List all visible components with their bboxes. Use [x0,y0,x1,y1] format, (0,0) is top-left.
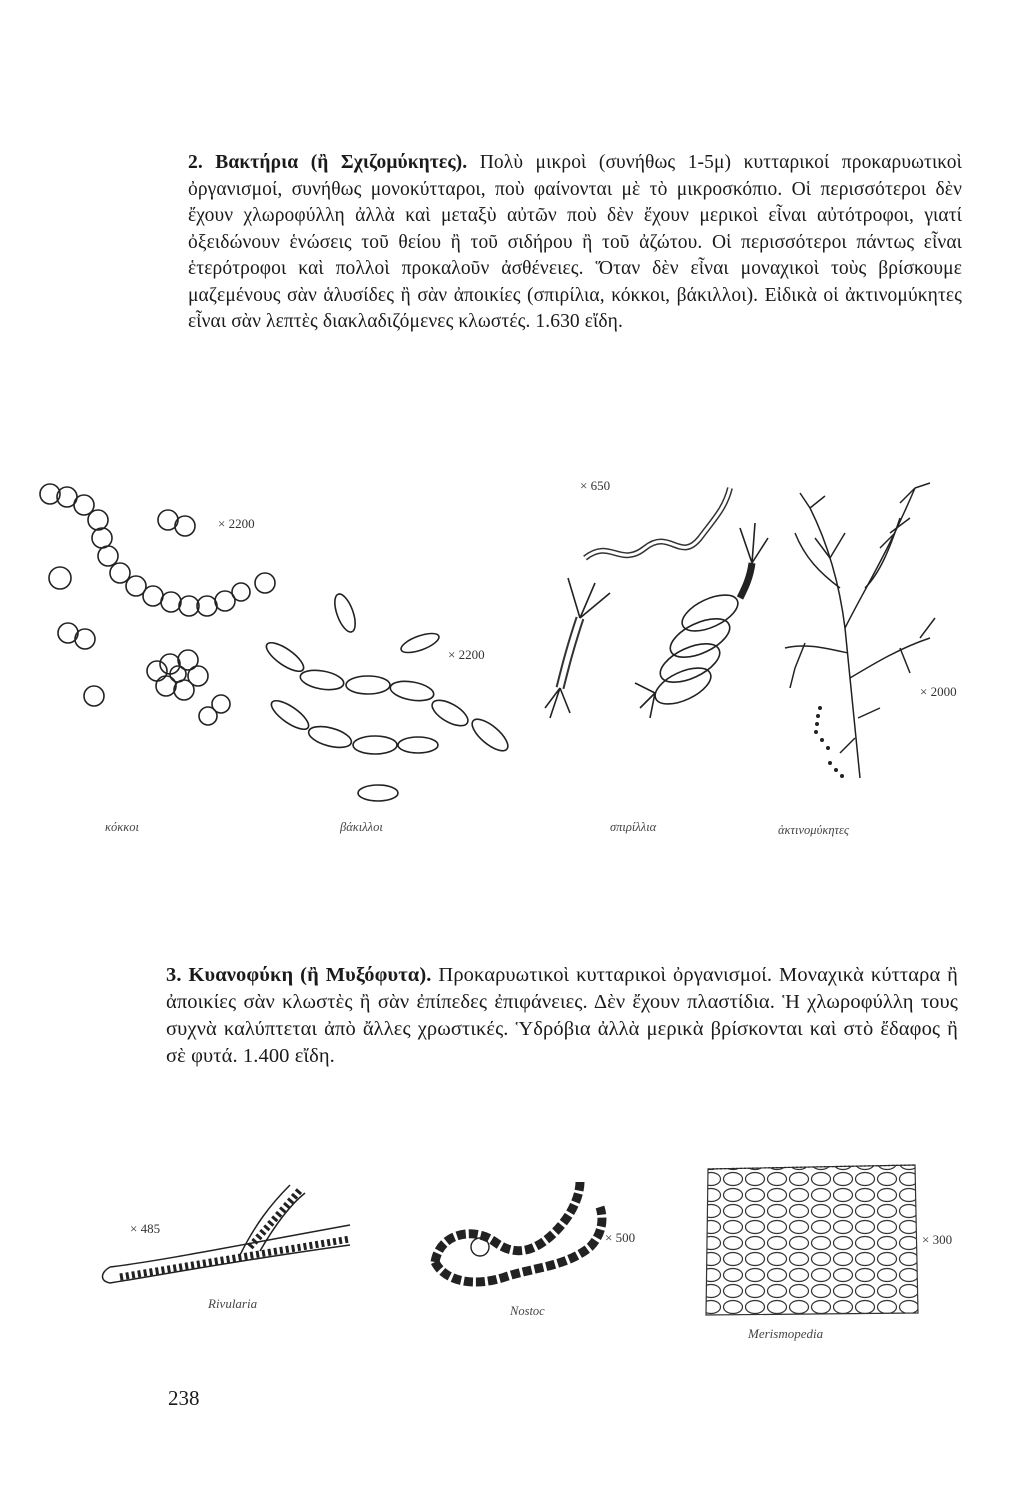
page-number: 238 [168,1386,200,1410]
bacilli-illustration [262,591,512,801]
bacilli-magnification: × 2200 [448,647,485,662]
merismopedia-illustration [706,1165,918,1315]
actinomycetes-spores [814,706,844,778]
actinomycetes-figure [770,478,957,788]
rivularia-figure [100,1165,360,1305]
actinomycetes-magnification: × 2000 [920,684,957,699]
cocci-figure [28,478,288,738]
nostoc-figure [415,1172,636,1302]
actinomycetes-label: ἀκτινομύκητες [778,823,849,837]
bacilli-figure [250,585,520,805]
section-cyanophyta-body: Προκαρυωτικοὶ κυτταρικοὶ ὀργανισμοί. Μοναχικὰ κύτταρα ἢ ἀποικίες σὰν κλωστὲς ἢ σὰν ἐπίπεδες ἐπιφάνειες. Δὲν ἔχουν πλαστίδια. Ἡ χλωροφύλλη τους συχνὰ καλύπτεται ἀπὸ ἄλλες χρωστικές. Ὑδρόβια ἀλλὰ μερικὰ βρίσκονται καὶ στὸ ἔδαφος ἢ σὲ φυτά. 1.400 εἴδη. [166,964,959,1067]
spirilla-illustration [545,488,768,718]
spirilla-label: σπιρίλλια [610,820,657,834]
cocci-magnification: × 2200 [218,516,255,531]
section-bacteria-paragraph [188,150,962,336]
cocci-label: κόκκοι [105,820,139,834]
merismopedia-figure [700,1155,953,1325]
section-cyanophyta-heading: 3. Κυανοφύκη (ἢ Μυξόφυτα). [166,964,432,986]
merismopedia-label: Merismopedia [748,1326,824,1341]
nostoc-illustration [435,1182,602,1282]
rivularia-magnification: × 485 [130,1221,161,1236]
actinomycetes-illustration [785,483,935,778]
spirilla-magnification: × 650 [580,478,611,493]
nostoc-magnification: × 500 [605,1230,636,1245]
section-cyanophyta-paragraph [166,962,958,1070]
nostoc-label: Nostoc [510,1304,545,1318]
bacilli-label: βάκιλλοι [340,820,383,834]
merismopedia-magnification: × 300 [922,1232,953,1247]
spirilla-figure [540,468,780,728]
rivularia-label: Rivularia [208,1296,258,1311]
section-bacteria-body: Πολὺ μικροὶ (συνήθως 1-5μ) κυτταρικοί προκαρυωτικοὶ ὀργανισμοί, συνήθως μονοκύτταροι, ποὺ φαίνονται μὲ τὸ μικροσκόπιο. Οἱ περισσότεροι δὲν ἔχουν χλωροφύλλη ἀλλὰ καὶ μεταξὺ αὐτῶν ποὺ δὲν ἔχουν μερικοὶ εἶναι αὐτότροφοι, γιατί ὀξειδώνουν ἑνώσεις τοῦ θείου ἢ τοῦ σιδήρου ἢ τοῦ ἀζώτου. Οἱ περισσότεροι πάντως εἶναι ἑτερότροφοι καὶ πολλοὶ προκαλοῦν ἀσθένειες. Ὅταν δὲν εἶναι μοναχικοὶ τοὺς βρίσκουμε μαζεμένους σὰν ἁλυσίδες ἢ σὰν ἀποικίες (σπιρίλια, κόκκοι, βάκιλλοι). Εἰδικὰ οἱ ἀκτινομύκητες εἶναι σὰν λεπτὲς διακλαδιζόμενες κλωστές. 1.630 εἴδη. [188,152,962,332]
section-bacteria-heading: 2. Βακτήρια (ἢ Σχιζομύκητες). [188,152,468,173]
